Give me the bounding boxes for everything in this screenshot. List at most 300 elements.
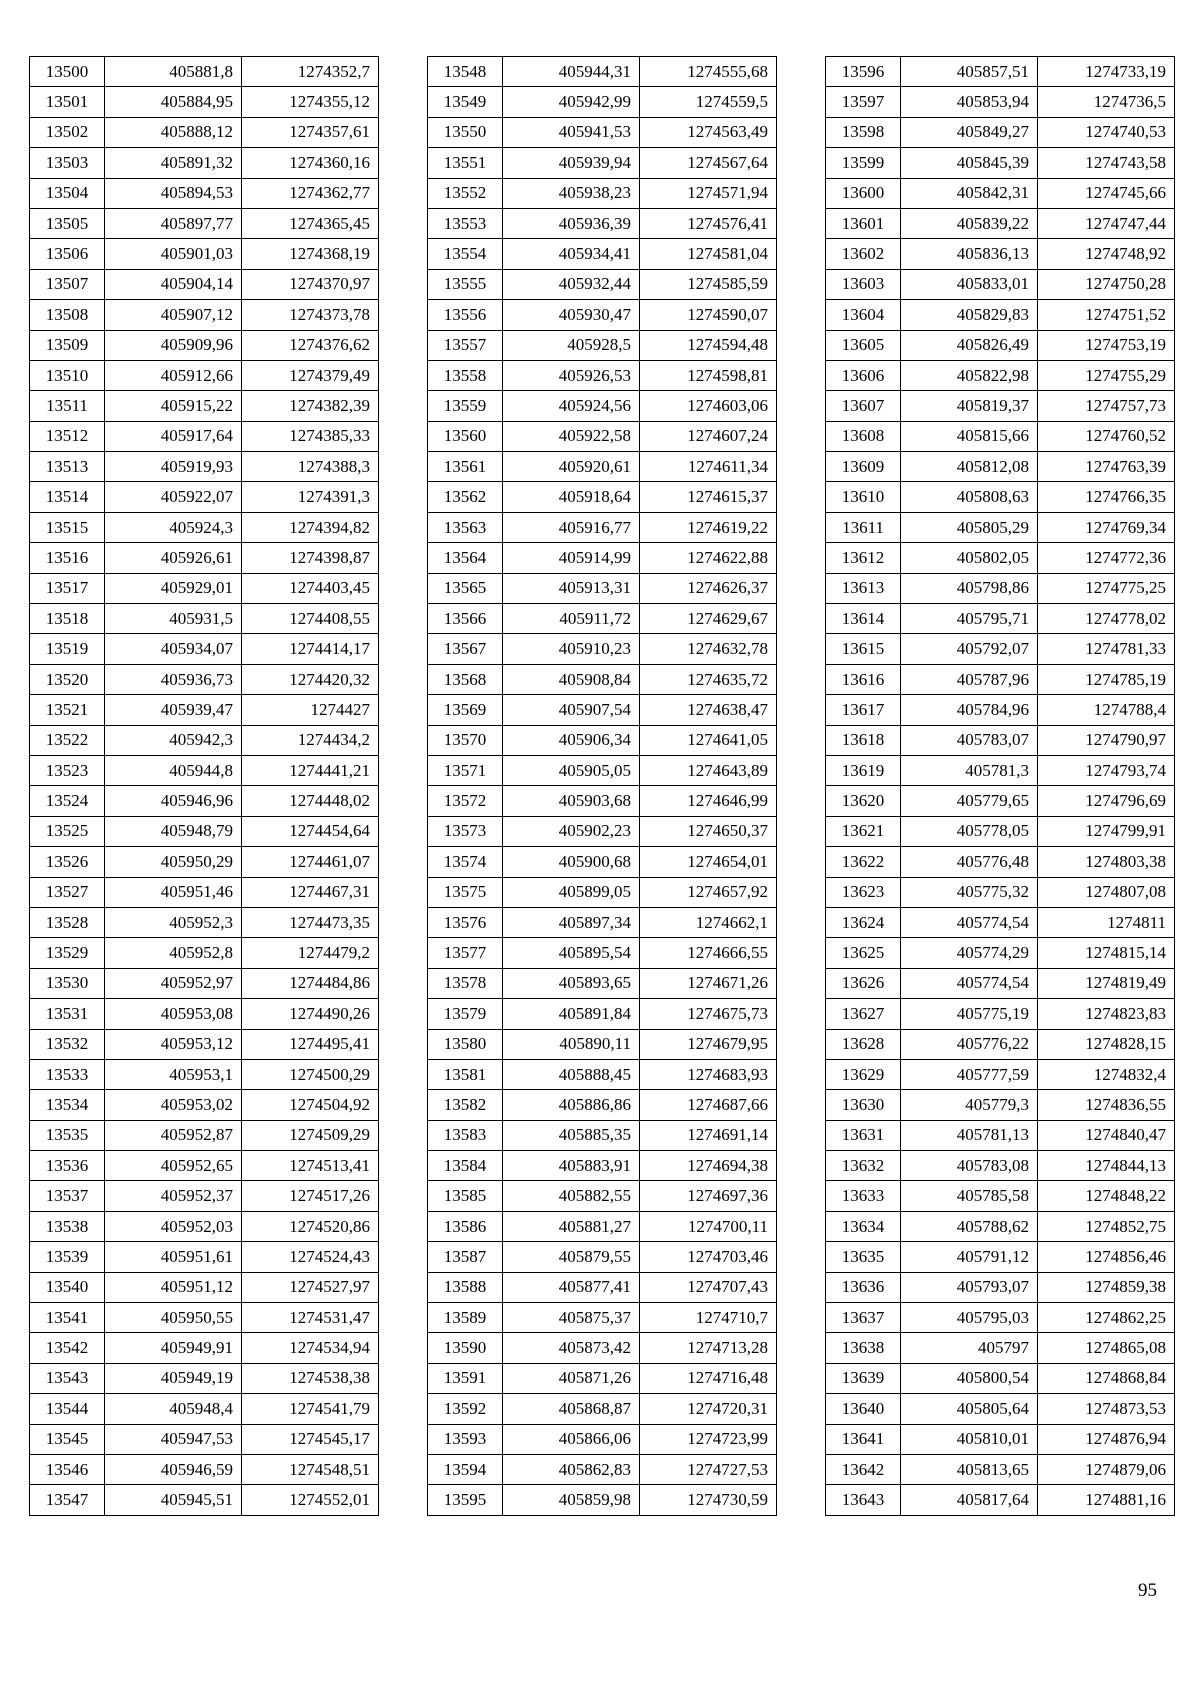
y-coordinate-cell: 1274479,2 — [242, 938, 379, 968]
table-row — [428, 1029, 777, 1059]
point-number-cell: 13602 — [826, 239, 901, 269]
point-number-cell: 13626 — [826, 968, 901, 998]
point-number-cell: 13572 — [428, 786, 503, 816]
y-coordinate-cell: 1274414,17 — [242, 634, 379, 664]
y-coordinate-cell: 1274748,92 — [1038, 239, 1175, 269]
x-coordinate-cell: 405908,84 — [503, 664, 640, 694]
y-coordinate-cell: 1274733,19 — [1038, 57, 1175, 87]
y-coordinate-cell: 1274365,45 — [242, 208, 379, 238]
table-row — [826, 300, 1175, 330]
table-row — [826, 117, 1175, 147]
point-number-cell: 13545 — [30, 1424, 105, 1454]
y-coordinate-cell: 1274703,46 — [640, 1242, 777, 1272]
point-number-cell: 13550 — [428, 117, 503, 147]
table-row — [428, 573, 777, 603]
x-coordinate-cell: 405884,95 — [105, 87, 242, 117]
table-row — [30, 239, 379, 269]
y-coordinate-cell: 1274799,91 — [1038, 816, 1175, 846]
point-number-cell: 13547 — [30, 1485, 105, 1515]
point-number-cell: 13569 — [428, 695, 503, 725]
x-coordinate-cell: 405897,34 — [503, 907, 640, 937]
y-coordinate-cell: 1274823,83 — [1038, 999, 1175, 1029]
point-number-cell: 13566 — [428, 604, 503, 634]
point-number-cell: 13511 — [30, 391, 105, 421]
table-row — [30, 300, 379, 330]
table-row — [30, 847, 379, 877]
point-number-cell: 13555 — [428, 269, 503, 299]
point-number-cell: 13535 — [30, 1120, 105, 1150]
x-coordinate-cell: 405919,93 — [105, 452, 242, 482]
y-coordinate-cell: 1274727,53 — [640, 1454, 777, 1484]
y-coordinate-cell: 1274879,06 — [1038, 1454, 1175, 1484]
point-number-cell: 13570 — [428, 725, 503, 755]
point-number-cell: 13637 — [826, 1303, 901, 1333]
point-number-cell: 13625 — [826, 938, 901, 968]
table-row — [826, 330, 1175, 360]
point-number-cell: 13580 — [428, 1029, 503, 1059]
point-number-cell: 13610 — [826, 482, 901, 512]
x-coordinate-cell: 405859,98 — [503, 1485, 640, 1515]
point-number-cell: 13614 — [826, 604, 901, 634]
y-coordinate-cell: 1274710,7 — [640, 1303, 777, 1333]
x-coordinate-cell: 405888,45 — [503, 1059, 640, 1089]
point-number-cell: 13524 — [30, 786, 105, 816]
table-row — [826, 452, 1175, 482]
x-coordinate-cell: 405899,05 — [503, 877, 640, 907]
point-number-cell: 13627 — [826, 999, 901, 1029]
x-coordinate-cell: 405894,53 — [105, 178, 242, 208]
x-coordinate-cell: 405833,01 — [901, 269, 1038, 299]
point-number-cell: 13521 — [30, 695, 105, 725]
y-coordinate-cell: 1274509,29 — [242, 1120, 379, 1150]
table-row — [428, 1394, 777, 1424]
point-number-cell: 13589 — [428, 1303, 503, 1333]
x-coordinate-cell: 405882,55 — [503, 1181, 640, 1211]
point-number-cell: 13553 — [428, 208, 503, 238]
table-row — [30, 391, 379, 421]
y-coordinate-cell: 1274454,64 — [242, 816, 379, 846]
table-row — [428, 1242, 777, 1272]
y-coordinate-cell: 1274666,55 — [640, 938, 777, 968]
x-coordinate-cell: 405922,07 — [105, 482, 242, 512]
y-coordinate-cell: 1274654,01 — [640, 847, 777, 877]
x-coordinate-cell: 405953,02 — [105, 1090, 242, 1120]
table-row — [428, 999, 777, 1029]
x-coordinate-cell: 405944,31 — [503, 57, 640, 87]
table-row — [30, 1394, 379, 1424]
y-coordinate-cell: 1274484,86 — [242, 968, 379, 998]
x-coordinate-cell: 405924,3 — [105, 512, 242, 542]
table-row — [30, 482, 379, 512]
point-number-cell: 13576 — [428, 907, 503, 937]
y-coordinate-cell: 1274352,7 — [242, 57, 379, 87]
x-coordinate-cell: 405930,47 — [503, 300, 640, 330]
table-row — [30, 816, 379, 846]
point-number-cell: 13603 — [826, 269, 901, 299]
x-coordinate-cell: 405815,66 — [901, 421, 1038, 451]
y-coordinate-cell: 1274635,72 — [640, 664, 777, 694]
y-coordinate-cell: 1274538,38 — [242, 1363, 379, 1393]
y-coordinate-cell: 1274803,38 — [1038, 847, 1175, 877]
table-row — [30, 1333, 379, 1363]
y-coordinate-cell: 1274434,2 — [242, 725, 379, 755]
coordinate-table-1 — [29, 56, 379, 1516]
x-coordinate-cell: 405952,03 — [105, 1211, 242, 1241]
y-coordinate-cell: 1274859,38 — [1038, 1272, 1175, 1302]
table-row — [30, 57, 379, 87]
x-coordinate-cell: 405810,01 — [901, 1424, 1038, 1454]
y-coordinate-cell: 1274490,26 — [242, 999, 379, 1029]
x-coordinate-cell: 405775,19 — [901, 999, 1038, 1029]
x-coordinate-cell: 405802,05 — [901, 543, 1038, 573]
x-coordinate-cell: 405948,79 — [105, 816, 242, 846]
y-coordinate-cell: 1274687,66 — [640, 1090, 777, 1120]
point-number-cell: 13623 — [826, 877, 901, 907]
y-coordinate-cell: 1274559,5 — [640, 87, 777, 117]
point-number-cell: 13503 — [30, 148, 105, 178]
table-row — [826, 664, 1175, 694]
y-coordinate-cell: 1274852,75 — [1038, 1211, 1175, 1241]
table-row — [30, 421, 379, 451]
point-number-cell: 13531 — [30, 999, 105, 1029]
table-row — [826, 847, 1175, 877]
point-number-cell: 13551 — [428, 148, 503, 178]
y-coordinate-cell: 1274790,97 — [1038, 725, 1175, 755]
x-coordinate-cell: 405891,32 — [105, 148, 242, 178]
x-coordinate-cell: 405941,53 — [503, 117, 640, 147]
point-number-cell: 13620 — [826, 786, 901, 816]
coordinate-table-2 — [427, 56, 777, 1516]
table-row — [826, 1181, 1175, 1211]
x-coordinate-cell: 405787,96 — [901, 664, 1038, 694]
y-coordinate-cell: 1274865,08 — [1038, 1333, 1175, 1363]
y-coordinate-cell: 1274873,53 — [1038, 1394, 1175, 1424]
table-row — [428, 148, 777, 178]
table-row — [826, 1303, 1175, 1333]
x-coordinate-cell: 405881,27 — [503, 1211, 640, 1241]
x-coordinate-cell: 405934,07 — [105, 634, 242, 664]
table-row — [826, 1090, 1175, 1120]
table-row — [428, 1485, 777, 1515]
x-coordinate-cell: 405842,31 — [901, 178, 1038, 208]
y-coordinate-cell: 1274766,35 — [1038, 482, 1175, 512]
point-number-cell: 13633 — [826, 1181, 901, 1211]
y-coordinate-cell: 1274745,66 — [1038, 178, 1175, 208]
y-coordinate-cell: 1274720,31 — [640, 1394, 777, 1424]
x-coordinate-cell: 405909,96 — [105, 330, 242, 360]
x-coordinate-cell: 405783,08 — [901, 1151, 1038, 1181]
table-row — [826, 57, 1175, 87]
point-number-cell: 13548 — [428, 57, 503, 87]
table-row — [30, 1454, 379, 1484]
point-number-cell: 13536 — [30, 1151, 105, 1181]
point-number-cell: 13507 — [30, 269, 105, 299]
table-row — [30, 634, 379, 664]
coordinate-table-body — [826, 57, 1175, 1516]
table-row — [428, 1363, 777, 1393]
table-row — [428, 300, 777, 330]
table-row — [826, 1120, 1175, 1150]
table-row — [30, 1211, 379, 1241]
point-number-cell: 13634 — [826, 1211, 901, 1241]
point-number-cell: 13518 — [30, 604, 105, 634]
point-number-cell: 13568 — [428, 664, 503, 694]
table-row — [826, 816, 1175, 846]
table-row — [30, 664, 379, 694]
table-row — [826, 543, 1175, 573]
table-row — [428, 87, 777, 117]
y-coordinate-cell: 1274513,41 — [242, 1151, 379, 1181]
point-number-cell: 13561 — [428, 452, 503, 482]
y-coordinate-cell: 1274441,21 — [242, 755, 379, 785]
point-number-cell: 13632 — [826, 1151, 901, 1181]
x-coordinate-cell: 405817,64 — [901, 1485, 1038, 1515]
point-number-cell: 13501 — [30, 87, 105, 117]
coordinate-table-body — [428, 57, 777, 1516]
table-row — [30, 543, 379, 573]
x-coordinate-cell: 405949,91 — [105, 1333, 242, 1363]
point-number-cell: 13505 — [30, 208, 105, 238]
point-number-cell: 13619 — [826, 755, 901, 785]
point-number-cell: 13616 — [826, 664, 901, 694]
table-row — [30, 1181, 379, 1211]
x-coordinate-cell: 405946,96 — [105, 786, 242, 816]
point-number-cell: 13559 — [428, 391, 503, 421]
point-number-cell: 13592 — [428, 1394, 503, 1424]
table-row — [826, 1211, 1175, 1241]
table-row — [428, 178, 777, 208]
y-coordinate-cell: 1274598,81 — [640, 360, 777, 390]
x-coordinate-cell: 405826,49 — [901, 330, 1038, 360]
y-coordinate-cell: 1274662,1 — [640, 907, 777, 937]
x-coordinate-cell: 405778,05 — [901, 816, 1038, 846]
table-row — [826, 1151, 1175, 1181]
x-coordinate-cell: 405879,55 — [503, 1242, 640, 1272]
y-coordinate-cell: 1274657,92 — [640, 877, 777, 907]
y-coordinate-cell: 1274876,94 — [1038, 1424, 1175, 1454]
point-number-cell: 13500 — [30, 57, 105, 87]
y-coordinate-cell: 1274769,34 — [1038, 512, 1175, 542]
y-coordinate-cell: 1274563,49 — [640, 117, 777, 147]
point-number-cell: 13527 — [30, 877, 105, 907]
x-coordinate-cell: 405902,23 — [503, 816, 640, 846]
table-row — [428, 1272, 777, 1302]
x-coordinate-cell: 405952,3 — [105, 907, 242, 937]
y-coordinate-cell: 1274527,97 — [242, 1272, 379, 1302]
table-row — [826, 1424, 1175, 1454]
y-coordinate-cell: 1274585,59 — [640, 269, 777, 299]
table-row — [30, 1485, 379, 1515]
x-coordinate-cell: 405952,65 — [105, 1151, 242, 1181]
point-number-cell: 13530 — [30, 968, 105, 998]
y-coordinate-cell: 1274793,74 — [1038, 755, 1175, 785]
table-row — [826, 1242, 1175, 1272]
y-coordinate-cell: 1274650,37 — [640, 816, 777, 846]
y-coordinate-cell: 1274388,3 — [242, 452, 379, 482]
x-coordinate-cell: 405917,64 — [105, 421, 242, 451]
y-coordinate-cell: 1274755,29 — [1038, 360, 1175, 390]
x-coordinate-cell: 405945,51 — [105, 1485, 242, 1515]
y-coordinate-cell: 1274836,55 — [1038, 1090, 1175, 1120]
y-coordinate-cell: 1274848,22 — [1038, 1181, 1175, 1211]
table-row — [428, 543, 777, 573]
y-coordinate-cell: 1274679,95 — [640, 1029, 777, 1059]
point-number-cell: 13543 — [30, 1363, 105, 1393]
table-row — [428, 391, 777, 421]
point-number-cell: 13508 — [30, 300, 105, 330]
x-coordinate-cell: 405900,68 — [503, 847, 640, 877]
x-coordinate-cell: 405785,58 — [901, 1181, 1038, 1211]
table-row — [428, 1424, 777, 1454]
table-row — [428, 968, 777, 998]
y-coordinate-cell: 1274828,15 — [1038, 1029, 1175, 1059]
x-coordinate-cell: 405792,07 — [901, 634, 1038, 664]
x-coordinate-cell: 405797 — [901, 1333, 1038, 1363]
table-row — [30, 1363, 379, 1393]
table-row — [428, 604, 777, 634]
point-number-cell: 13541 — [30, 1303, 105, 1333]
point-number-cell: 13583 — [428, 1120, 503, 1150]
point-number-cell: 13606 — [826, 360, 901, 390]
y-coordinate-cell: 1274373,78 — [242, 300, 379, 330]
point-number-cell: 13571 — [428, 755, 503, 785]
table-row — [826, 1485, 1175, 1515]
point-number-cell: 13573 — [428, 816, 503, 846]
y-coordinate-cell: 1274751,52 — [1038, 300, 1175, 330]
x-coordinate-cell: 405931,5 — [105, 604, 242, 634]
point-number-cell: 13595 — [428, 1485, 503, 1515]
point-number-cell: 13512 — [30, 421, 105, 451]
y-coordinate-cell: 1274567,64 — [640, 148, 777, 178]
y-coordinate-cell: 1274691,14 — [640, 1120, 777, 1150]
y-coordinate-cell: 1274807,08 — [1038, 877, 1175, 907]
y-coordinate-cell: 1274723,99 — [640, 1424, 777, 1454]
y-coordinate-cell: 1274534,94 — [242, 1333, 379, 1363]
y-coordinate-cell: 1274840,47 — [1038, 1120, 1175, 1150]
y-coordinate-cell: 1274675,73 — [640, 999, 777, 1029]
x-coordinate-cell: 405942,99 — [503, 87, 640, 117]
y-coordinate-cell: 1274819,49 — [1038, 968, 1175, 998]
table-row — [826, 239, 1175, 269]
point-number-cell: 13594 — [428, 1454, 503, 1484]
y-coordinate-cell: 1274427 — [242, 695, 379, 725]
x-coordinate-cell: 405910,23 — [503, 634, 640, 664]
point-number-cell: 13608 — [826, 421, 901, 451]
x-coordinate-cell: 405895,54 — [503, 938, 640, 968]
point-number-cell: 13584 — [428, 1151, 503, 1181]
point-number-cell: 13640 — [826, 1394, 901, 1424]
table-row — [428, 1333, 777, 1363]
y-coordinate-cell: 1274856,46 — [1038, 1242, 1175, 1272]
y-coordinate-cell: 1274730,59 — [640, 1485, 777, 1515]
x-coordinate-cell: 405868,87 — [503, 1394, 640, 1424]
x-coordinate-cell: 405907,12 — [105, 300, 242, 330]
point-number-cell: 13515 — [30, 512, 105, 542]
y-coordinate-cell: 1274694,38 — [640, 1151, 777, 1181]
point-number-cell: 13558 — [428, 360, 503, 390]
point-number-cell: 13585 — [428, 1181, 503, 1211]
y-coordinate-cell: 1274619,22 — [640, 512, 777, 542]
table-row — [428, 634, 777, 664]
y-coordinate-cell: 1274638,47 — [640, 695, 777, 725]
point-number-cell: 13577 — [428, 938, 503, 968]
y-coordinate-cell: 1274611,34 — [640, 452, 777, 482]
x-coordinate-cell: 405784,96 — [901, 695, 1038, 725]
table-row — [826, 695, 1175, 725]
table-row — [30, 1059, 379, 1089]
table-row — [826, 1333, 1175, 1363]
y-coordinate-cell: 1274420,32 — [242, 664, 379, 694]
point-number-cell: 13516 — [30, 543, 105, 573]
y-coordinate-cell: 1274382,39 — [242, 391, 379, 421]
y-coordinate-cell: 1274355,12 — [242, 87, 379, 117]
point-number-cell: 13613 — [826, 573, 901, 603]
x-coordinate-cell: 405885,35 — [503, 1120, 640, 1150]
x-coordinate-cell: 405877,41 — [503, 1272, 640, 1302]
x-coordinate-cell: 405893,65 — [503, 968, 640, 998]
x-coordinate-cell: 405947,53 — [105, 1424, 242, 1454]
point-number-cell: 13631 — [826, 1120, 901, 1150]
y-coordinate-cell: 1274368,19 — [242, 239, 379, 269]
point-number-cell: 13607 — [826, 391, 901, 421]
x-coordinate-cell: 405951,46 — [105, 877, 242, 907]
y-coordinate-cell: 1274357,61 — [242, 117, 379, 147]
point-number-cell: 13565 — [428, 573, 503, 603]
table-row — [428, 907, 777, 937]
y-coordinate-cell: 1274697,36 — [640, 1181, 777, 1211]
table-row — [826, 1394, 1175, 1424]
y-coordinate-cell: 1274615,37 — [640, 482, 777, 512]
x-coordinate-cell: 405948,4 — [105, 1394, 242, 1424]
point-number-cell: 13622 — [826, 847, 901, 877]
y-coordinate-cell: 1274603,06 — [640, 391, 777, 421]
point-number-cell: 13642 — [826, 1454, 901, 1484]
x-coordinate-cell: 405951,12 — [105, 1272, 242, 1302]
x-coordinate-cell: 405873,42 — [503, 1333, 640, 1363]
table-row — [826, 968, 1175, 998]
point-number-cell: 13544 — [30, 1394, 105, 1424]
x-coordinate-cell: 405891,84 — [503, 999, 640, 1029]
table-row — [30, 512, 379, 542]
table-row — [826, 725, 1175, 755]
table-row — [428, 208, 777, 238]
table-row — [30, 877, 379, 907]
x-coordinate-cell: 405944,8 — [105, 755, 242, 785]
x-coordinate-cell: 405907,54 — [503, 695, 640, 725]
point-number-cell: 13517 — [30, 573, 105, 603]
x-coordinate-cell: 405920,61 — [503, 452, 640, 482]
x-coordinate-cell: 405914,99 — [503, 543, 640, 573]
table-row — [826, 907, 1175, 937]
table-row — [826, 1272, 1175, 1302]
y-coordinate-cell: 1274473,35 — [242, 907, 379, 937]
y-coordinate-cell: 1274747,44 — [1038, 208, 1175, 238]
table-row — [30, 604, 379, 634]
y-coordinate-cell: 1274376,62 — [242, 330, 379, 360]
table-row — [30, 1303, 379, 1333]
point-number-cell: 13564 — [428, 543, 503, 573]
point-number-cell: 13597 — [826, 87, 901, 117]
x-coordinate-cell: 405839,22 — [901, 208, 1038, 238]
y-coordinate-cell: 1274362,77 — [242, 178, 379, 208]
x-coordinate-cell: 405776,22 — [901, 1029, 1038, 1059]
point-number-cell: 13538 — [30, 1211, 105, 1241]
x-coordinate-cell: 405936,73 — [105, 664, 242, 694]
x-coordinate-cell: 405951,61 — [105, 1242, 242, 1272]
table-row — [30, 1272, 379, 1302]
table-row — [30, 1424, 379, 1454]
point-number-cell: 13588 — [428, 1272, 503, 1302]
